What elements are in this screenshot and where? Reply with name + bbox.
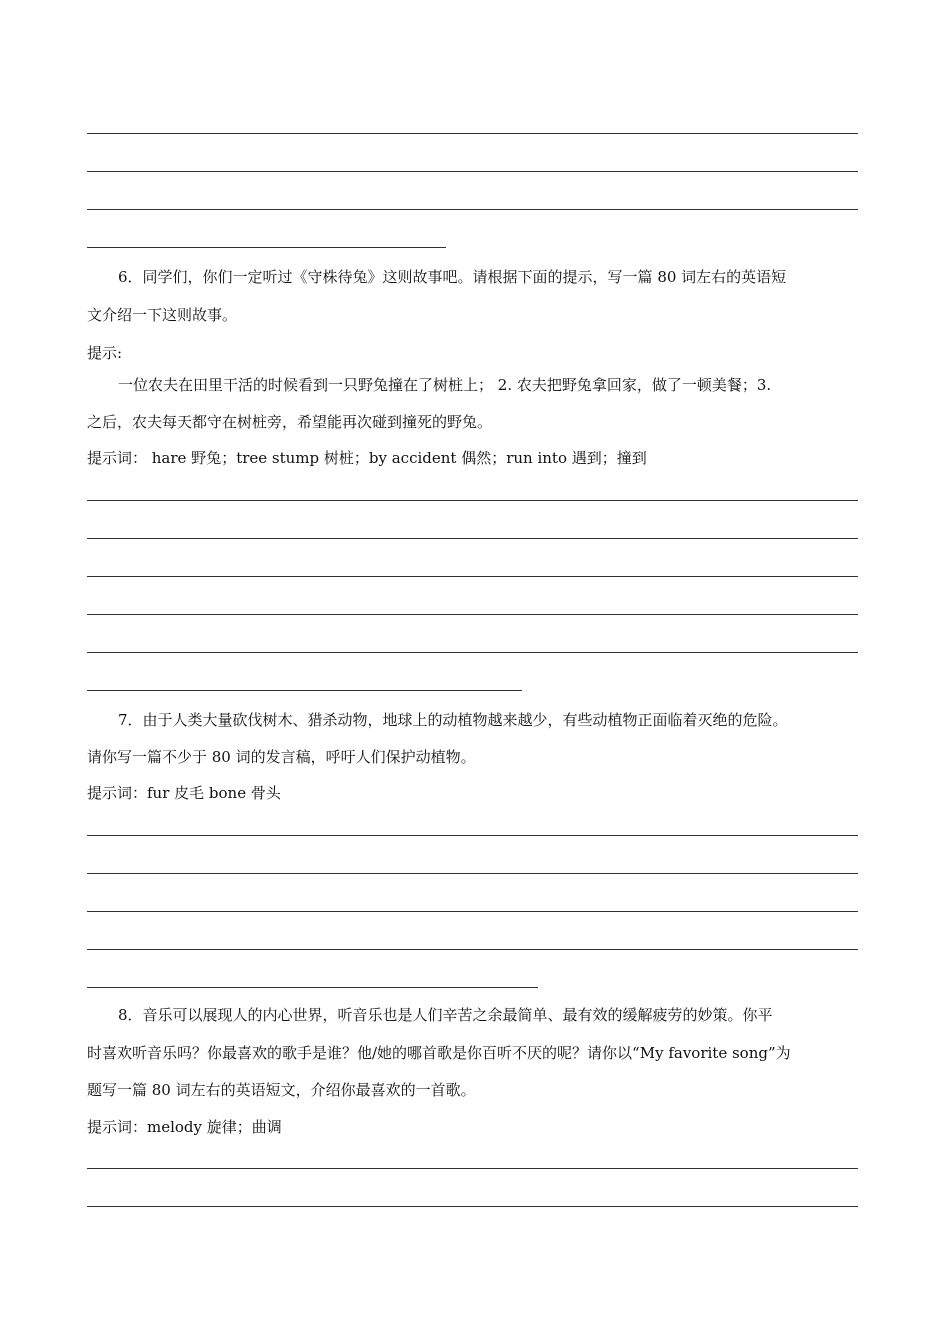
answer-line[interactable] bbox=[87, 576, 858, 577]
answer-line[interactable] bbox=[87, 652, 858, 653]
answer-line[interactable] bbox=[87, 873, 858, 874]
answer-line[interactable] bbox=[87, 835, 858, 836]
q8-keywords: 提示词：melody 旋律；曲调 bbox=[87, 1118, 282, 1136]
q7-prompt-line1: 7．由于人类大量砍伐树木、猎杀动物，地球上的动植物越来越少，有些动植物正面临着灭绝的危险。 bbox=[118, 711, 788, 729]
answer-line[interactable] bbox=[87, 911, 858, 912]
answer-line[interactable] bbox=[87, 949, 858, 950]
q6-prompt-line2: 文介绍一下这则故事。 bbox=[87, 306, 238, 324]
answer-line[interactable] bbox=[87, 1168, 858, 1169]
answer-line-short[interactable] bbox=[87, 247, 446, 248]
answer-line[interactable] bbox=[87, 500, 858, 501]
q6-hint-line2: 之后，农夫每天都守在树桩旁，希望能再次碰到撞死的野兔。 bbox=[87, 413, 493, 431]
q6-keywords: 提示词： hare 野兔；tree stump 树桩；by accident 偶然；run into 遇到；撞到 bbox=[87, 449, 647, 467]
q6-prompt-line1: 6．同学们，你们一定听过《守株待兔》这则故事吧。请根据下面的提示，写一篇 80 词左右的英语短 bbox=[118, 268, 787, 286]
q7-prompt-line2: 请你写一篇不少于 80 词的发言稿，呼吁人们保护动植物。 bbox=[87, 748, 476, 766]
q6-hint-label: 提示: bbox=[87, 344, 123, 362]
answer-line-short[interactable] bbox=[87, 690, 522, 691]
answer-line[interactable] bbox=[87, 614, 858, 615]
q6-hint-line1: 一位农夫在田里干活的时候看到一只野兔撞在了树桩上； 2. 农夫把野兔拿回家，做了一顿美餐；3. bbox=[118, 376, 772, 394]
q8-prompt-line1: 8．音乐可以展现人的内心世界，听音乐也是人们辛苦之余最简单、最有效的缓解疲劳的妙策。你平 bbox=[118, 1006, 773, 1024]
answer-line-short[interactable] bbox=[87, 987, 538, 988]
q8-prompt-line3: 题写一篇 80 词左右的英语短文，介绍你最喜欢的一首歌。 bbox=[87, 1081, 476, 1099]
answer-line[interactable] bbox=[87, 538, 858, 539]
answer-line[interactable] bbox=[87, 1206, 858, 1207]
q7-keywords: 提示词：fur 皮毛 bone 骨头 bbox=[87, 784, 281, 802]
answer-line[interactable] bbox=[87, 133, 858, 134]
answer-line[interactable] bbox=[87, 171, 858, 172]
q8-prompt-line2: 时喜欢听音乐吗？你最喜欢的歌手是谁？他/她的哪首歌是你百听不厌的呢？请你以“My favorite song”为 bbox=[87, 1044, 791, 1062]
answer-line[interactable] bbox=[87, 209, 858, 210]
